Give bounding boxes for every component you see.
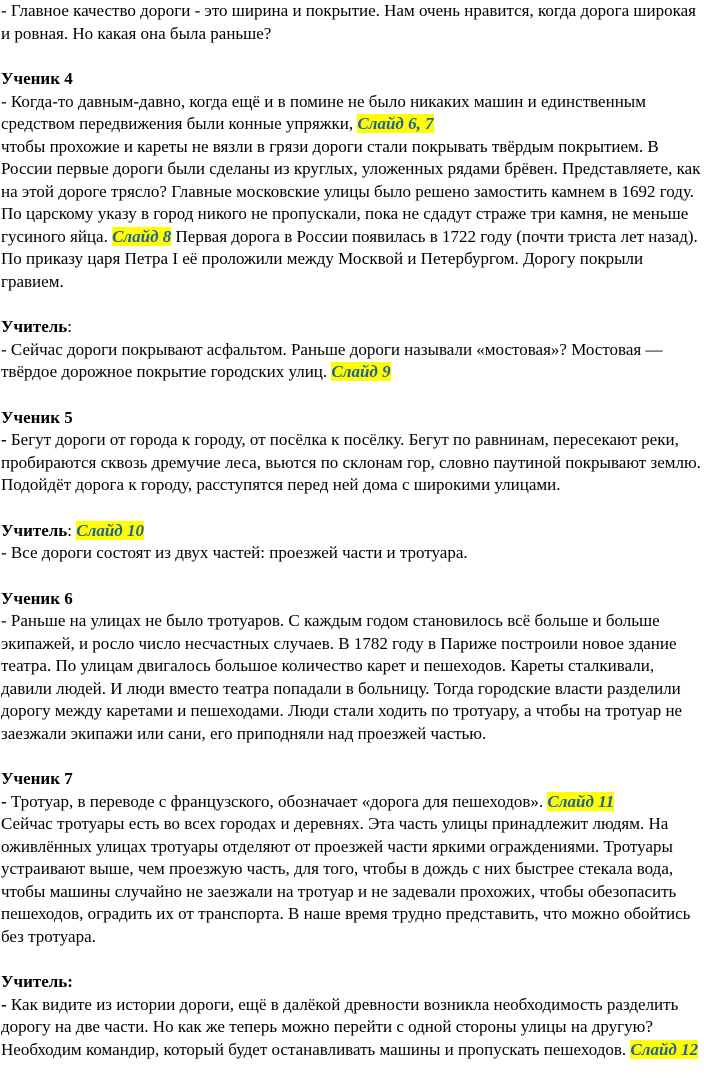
speaker-text [1, 791, 704, 949]
slide-marker: Слайд 12 [630, 1039, 699, 1059]
speech-text: Сейчас тротуары есть во всех городах и деревнях. Эта часть улицы принадлежит людям. На оживлённых улицах тротуары отделяют от проезжей части яркими ограждениями. Тротуары устраивают выше, чем проезжую часть, для того, чтобы в дождь с них быстрее стекала вода, чтобы машины случайно не заезжали на тротуар и не задевали прохожих, чтобы обезопасить пешеходов, оградить их от транспорта. В наше время трудно представить, что можно обойтись без тротуара. [1, 814, 691, 946]
speech-text: чтобы прохожие и кареты не вязли в грязи дороги стали покрывать твёрдым покрытием. В России первые дороги были сделаны из круглых, уложенных рядами брёвен. Представляете, как на этой дороге трясло? Главные московские улицы было решено замостить камнем в 1692 году. По царскому указу в город никого не пропускали, пока не сдадут страже три камня, не меньше гусиного яйца. [1, 136, 701, 246]
paragraph-gap [1, 497, 704, 520]
speaker-text [1, 429, 704, 497]
paragraph-gap [1, 293, 704, 316]
paragraph-gap [1, 948, 704, 971]
speaker-label: Учитель: [1, 972, 73, 991]
speech-text: - Когда-то давным-давно, когда ещё и в помине не было никаких машин и единственным средством передвижения были конные упряжки, [1, 91, 646, 133]
speech-text: Тротуар, в переводе с французского, обозначает «дорога для пешеходов». [10, 791, 544, 811]
speaker-heading [1, 520, 704, 543]
speech-text: Первая дорога в России появилась в 1722 году (почти триста лет назад). По приказу царя Петра I её проложили между Москвой и Петербургом. Дорогу покрыли гравием. [1, 226, 698, 291]
slide-marker: Слайд 11 [547, 791, 615, 811]
speech-text: - Сейчас дороги покрывают асфальтом. Раньше дороги называли «мостовая»? Мостовая — твёрдое дорожное покрытие городских улиц. [1, 339, 663, 381]
speaker-label: Учитель [1, 317, 68, 336]
paragraph-gap [1, 565, 704, 588]
speaker-label: Ученик 5 [1, 407, 73, 427]
slide-marker: Слайд 6, 7 [357, 114, 434, 133]
paragraph-gap [1, 745, 704, 768]
speaker-colon: : [67, 520, 73, 540]
speaker-text [1, 994, 704, 1062]
speaker-text [1, 91, 704, 294]
speech-text: - Все дороги состоят из двух частей: проезжей части и тротуара. [1, 543, 468, 562]
speaker-label: Ученик 6 [1, 588, 73, 608]
speaker-label: Ученик 7 [1, 769, 73, 788]
speaker-label: Учитель [1, 520, 68, 540]
speaker-colon: : [67, 317, 73, 336]
slide-marker: Слайд 9 [331, 362, 391, 381]
speaker-heading [1, 316, 704, 339]
speech-text: Бегут дороги от города к городу, от посёлка к посёлку. Бегут по равнинам, пересекают реки, пробираются сквозь дремучие леса, вьются по склонам гор, словно паутиной покрывают землю. Подойдёт дорога к городу, расступятся перед ней дома с широкими улицами. [1, 430, 701, 494]
paragraph-gap [1, 45, 704, 68]
slide-marker: Слайд 10 [76, 520, 144, 540]
intro-paragraph [1, 0, 704, 45]
speaker-text [1, 542, 704, 565]
speech-dash: - [1, 430, 7, 449]
intro-text: - Главное качество дороги - это ширина и покрытие. Нам очень нравится, когда дорога широкая и ровная. Но какая она была раньше? [1, 1, 696, 43]
speech-dash: - [1, 791, 7, 811]
speech-dash: - [1, 994, 7, 1014]
speaker-text [1, 339, 704, 384]
speech-text: - Раньше на улицах не было тротуаров. С каждым годом становилось всё больше и больше экипажей, и росло число несчастных случаев. В 1782 году в Париже построили новое здание театра. По улицам двигалось большое количество карет и пешеходов. Кареты сталкивали, давили людей. И люди вместо театра попадали в больницу. Тогда городские власти разделили дорогу между каретами и пешеходами. Люди стали ходить по тротуару, а чтобы на тротуар не заезжали экипажи или сани, его приподняли над проезжей частью. [1, 611, 683, 743]
speech-text: Как видите из истории дороги, ещё в далёкой древности возникла необходимость разделить дорогу на две части. Но как же теперь можно перейти с одной стороны улицы на другую? Необходим командир, который будет останавливать машины и пропускать пешеходов. [1, 994, 679, 1059]
speaker-label: Ученик 4 [1, 69, 73, 88]
paragraph-gap [1, 384, 704, 407]
slide-marker: Слайд 8 [112, 226, 172, 246]
speaker-text [1, 610, 704, 745]
